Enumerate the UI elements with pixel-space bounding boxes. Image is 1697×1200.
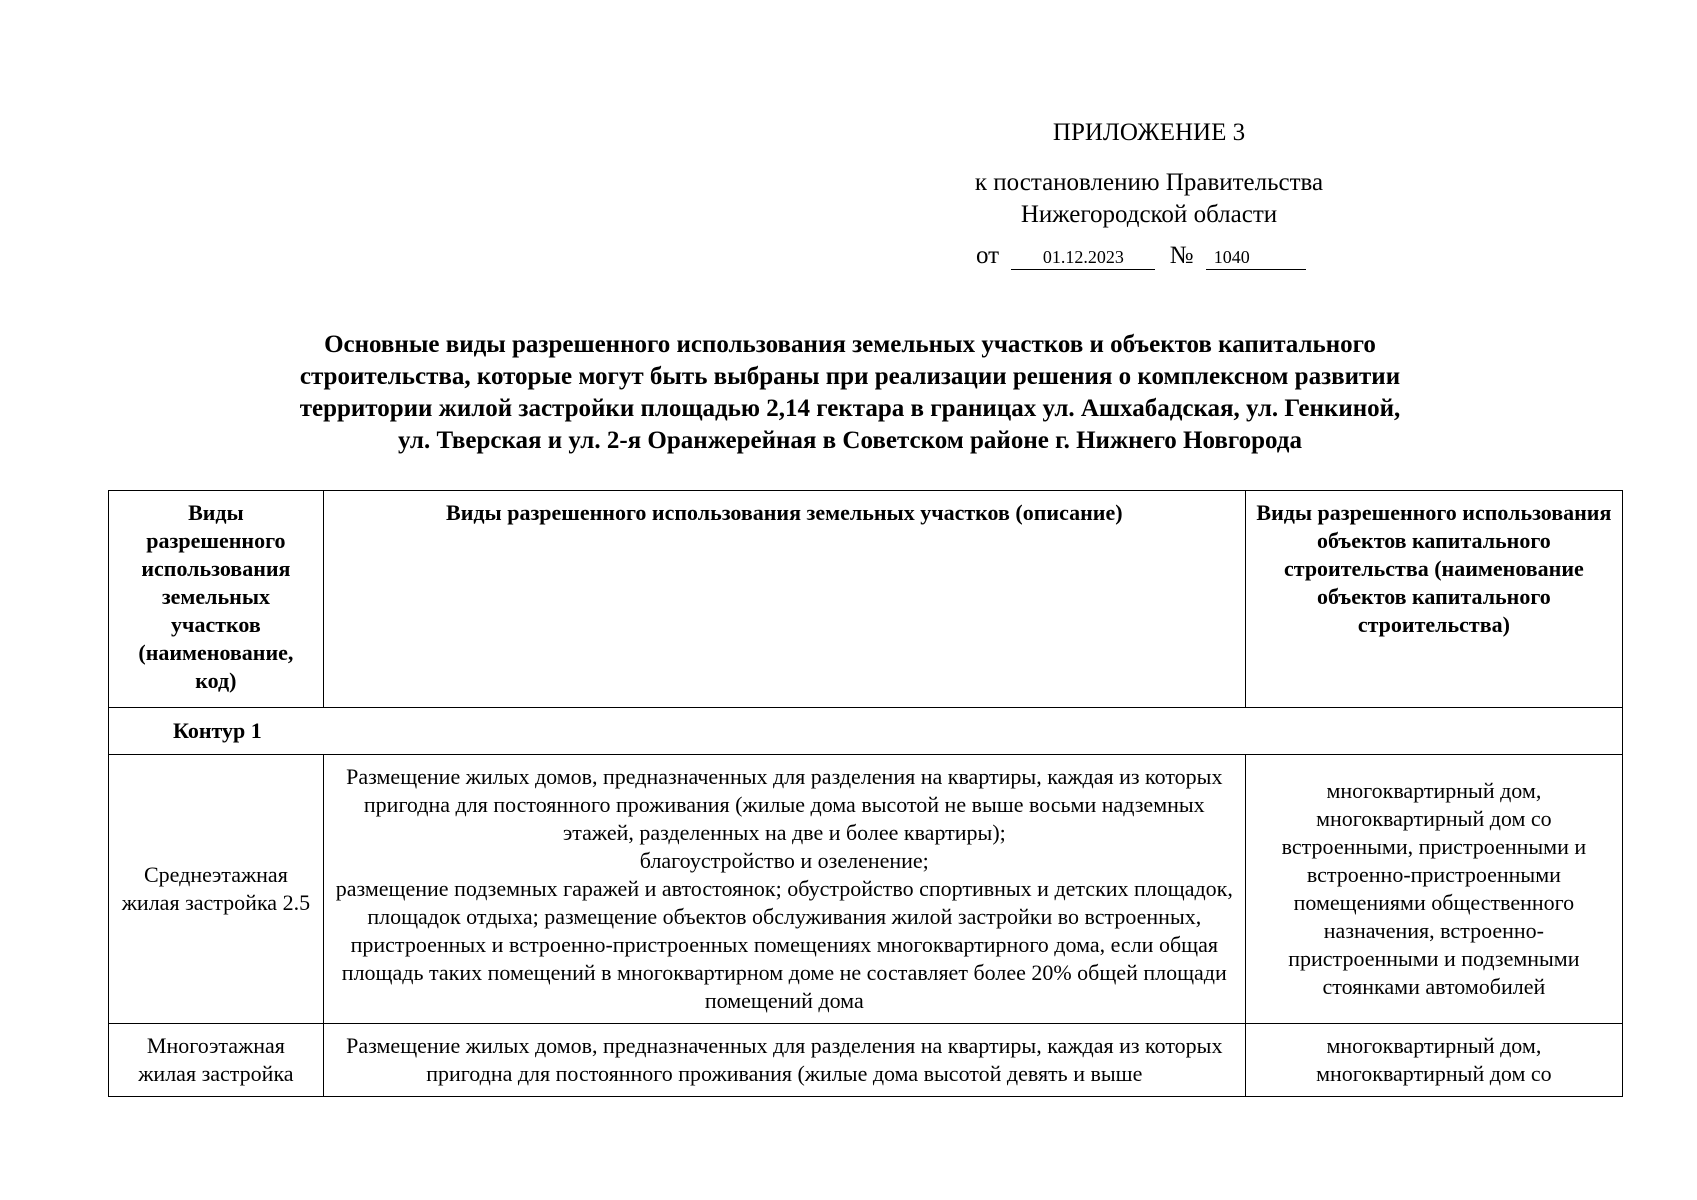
title-line-2: строительства, которые могут быть выбраны при реализации решения о комплексном развитии — [299, 363, 1401, 390]
row-name: Среднеэтажная жилая застройка 2.5 — [109, 755, 324, 1024]
resolution-date-number — [976, 242, 1306, 270]
row-objects: многоквартирный дом, многоквартирный дом со встроенными, пристроенными и встроенно-пристроенными помещениями общественного назначения, встроенно-пристроенными и подземными стоянками автомобилей — [1245, 755, 1622, 1024]
resolution-date: 01.12.2023 — [1011, 245, 1155, 270]
appendix-title: ПРИЛОЖЕНИЕ 3 — [1052, 119, 1246, 146]
document-title — [150, 329, 1550, 457]
row-objects: многоквартирный дом, многоквартирный дом со — [1245, 1024, 1622, 1097]
resolution-number — [1206, 245, 1306, 270]
title-line-4: ул. Тверская и ул. 2-я Оранжерейная в Советском районе г. Нижнего Новгорода — [398, 427, 1302, 454]
row-description: Размещение жилых домов, предназначенных для разделения на квартиры, каждая из которых пригодна для постоянного проживания (жилые дома высотой девять и выше — [323, 1024, 1245, 1097]
table-header-row — [109, 491, 1623, 708]
from-label: от — [976, 242, 1000, 269]
resolution-number-value: 1040 — [1213, 247, 1250, 267]
row-description — [323, 755, 1245, 1024]
number-label: № — [1169, 242, 1194, 269]
appendix-to-line2: Нижегородской области — [1020, 201, 1278, 228]
row-name: Многоэтажная жилая застройка — [109, 1024, 324, 1097]
row-description-p3: размещение подземных гаражей и автостоянок; обустройство спортивных и детских площадок, площадок отдыха; размещение объектов обслуживания жилой застройки во встроенных, пристроенных и встроенно-пристроенных помещениях многоквартирного дома, если общая площадь таких помещений в многоквартирном доме не составляет более 20% общей площади помещений дома — [335, 876, 1233, 1013]
row-description-p1: Размещение жилых домов, предназначенных для разделения на квартиры, каждая из которых пригодна для постоянного проживания (жилые дома высотой не выше восьми надземных этажей, разделенных на две и более квартиры); — [346, 764, 1223, 845]
table-row — [109, 755, 1623, 1024]
section-label: Контур 1 — [109, 708, 1623, 755]
section-row — [109, 708, 1623, 755]
header-col-objects: Виды разрешенного использования объектов капитального строительства (наименование объектов капитального строительства) — [1245, 491, 1622, 708]
title-line-1: Основные виды разрешенного использования земельных участков и объектов капитального — [324, 331, 1376, 358]
header-col-description: Виды разрешенного использования земельных участков (описание) — [323, 491, 1245, 708]
row-description-p2: благоустройство и озеленение; — [639, 848, 929, 873]
appendix-to-line1: к постановлению Правительства — [974, 169, 1324, 196]
table-row — [109, 1024, 1623, 1097]
title-line-3: территории жилой застройки площадью 2,14 гектара в границах ул. Ашхабадская, ул. Генкиной, — [299, 395, 1401, 422]
header-col-name: Виды разрешенного использования земельных участков (наименование, код) — [109, 491, 324, 708]
land-use-table — [108, 490, 1623, 1097]
